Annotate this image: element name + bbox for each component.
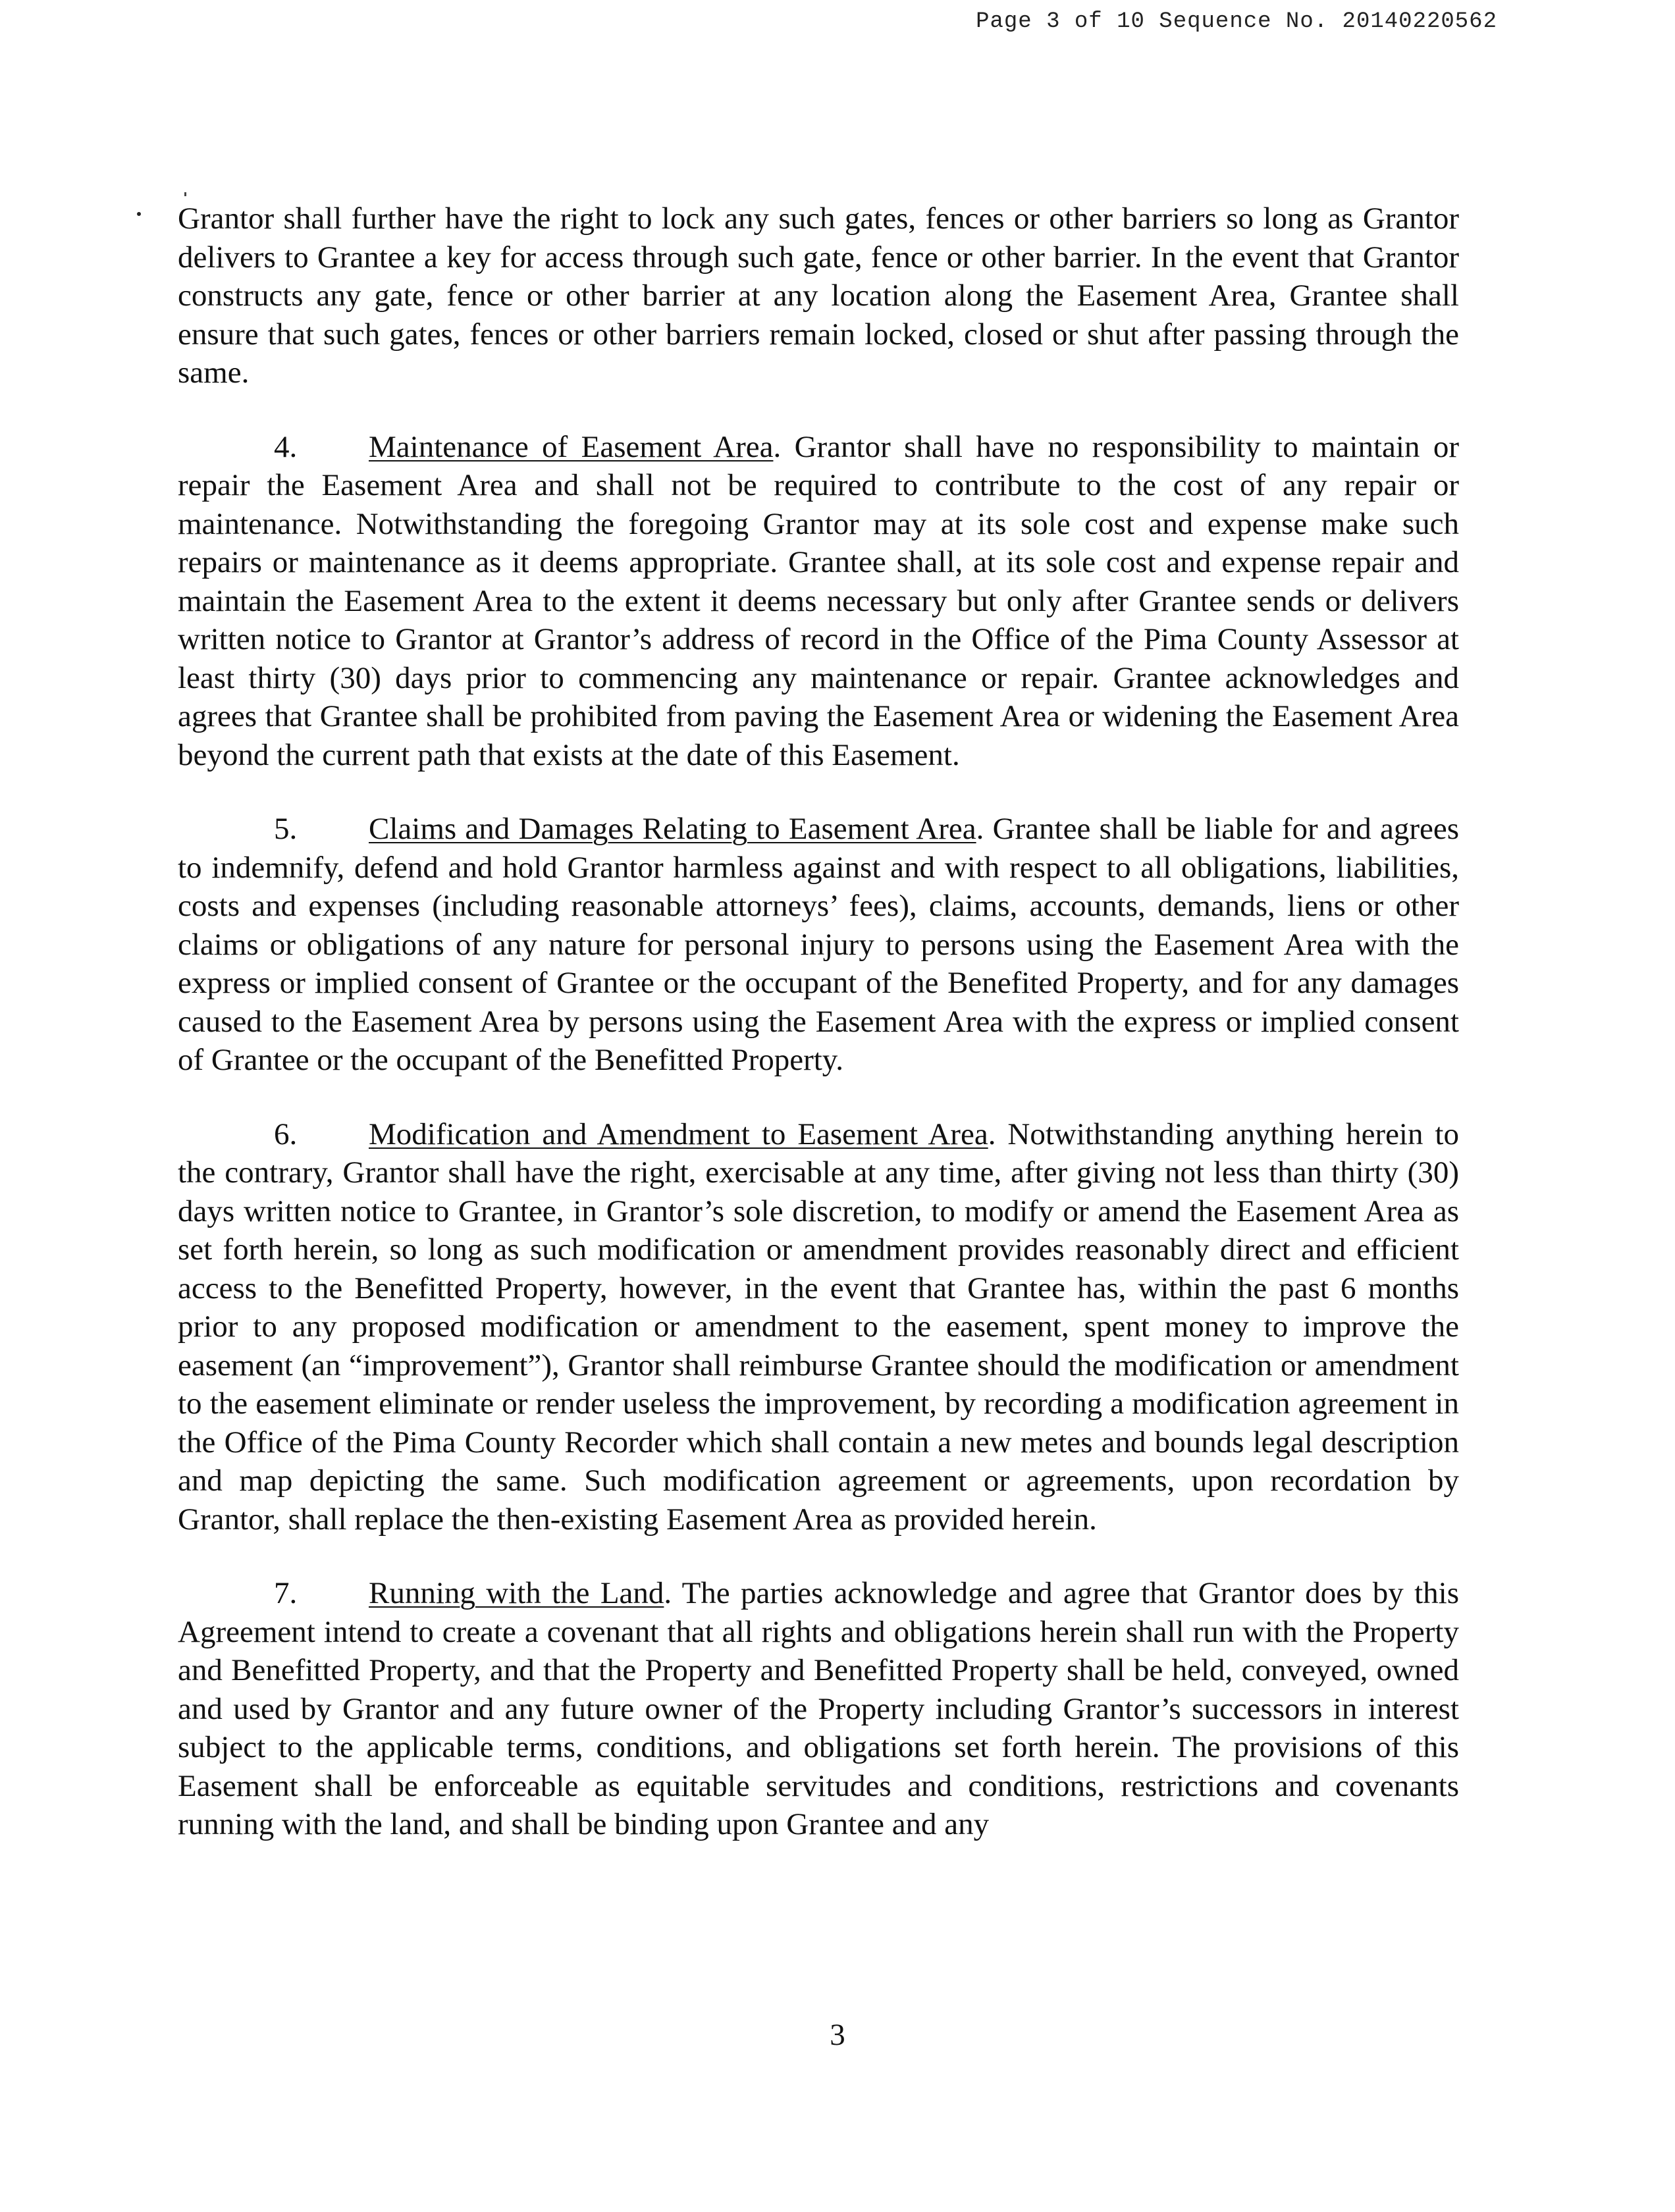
section-7-text: The parties acknowledge and agree that Grantor does by this Agreement intend to create a covenant that all rights and obligations herein shall run with the Property and Benefitted Property, and that the Property and Benefitted Property shall be held, conveyed, owned and used by Grantor and any future owner of the Property including Grantor’s successors in interest subject to the applicable terms, conditions, and obligations set forth herein. The provisions of this Easement shall be enforceable as equitable servitudes and conditions, restrictions and covenants running with the land, and shall be binding upon Grantee and any (178, 1576, 1459, 1841)
section-5-number: 5. (274, 812, 298, 846)
scan-speck-mark (184, 192, 186, 196)
section-4-text: Grantor shall have no responsibility to maintain or repair the Easement Area and shall not be required to contribute to the cost of any repair or maintenance. Notwithstanding the foregoing Grantor may at its sole cost and expense make such repairs or maintenance as it deems appropriate. Grantee shall, at its sole cost and expense repair and maintain the Easement Area to the extent it deems necessary but only after Grantee sends or delivers written notice to Grantor at Grantor’s address of record in the Office of the Pima County Assessor at least thirty (30) days prior to commencing any maintenance or repair. Grantee acknowledges and agrees that Grantee shall be prohibited from paving the Easement Area or widening the Easement Area beyond the current path that exists at the date of this Easement. (178, 429, 1459, 772)
continuation-paragraph: Grantor shall further have the right to lock any such gates, fences or other barriers so long as Grantor delivers to Grantee a key for access through such gate, fence or other barrier. In the event that Grantor constructs any gate, fence or other barrier at any location along the Easement Area, Grantee shall ensure that such gates, fences or other barriers remain locked, closed or shut after passing through the same. (178, 201, 1459, 390)
section-7: 7. Running with the Land. The parties acknowledge and agree that Grantor does by this Agreement intend to create a covenant that all rights and obligations herein shall run with the Property and Benefitted Property, and that the Property and Benefitted Property shall be held, conveyed, owned and used by Grantor and any future owner of the Property including Grantor’s successors in interest subject to the applicable terms, conditions, and obligations set forth herein. The provisions of this Easement shall be enforceable as equitable servitudes and conditions, restrictions and covenants running with the land, and shall be binding upon Grantee and any (178, 1574, 1459, 1844)
section-4: 4. Maintenance of Easement Area. Grantor shall have no responsibility to maintain or repair the Easement Area and shall not be required to contribute to the cost of any repair or maintenance. Notwithstanding the foregoing Grantor may at its sole cost and expense make such repairs or maintenance as it deems appropriate. Grantee shall, at its sole cost and expense repair and maintain the Easement Area to the extent it deems necessary but only after Grantee sends or delivers written notice to Grantor at Grantor’s address of record in the Office of the Pima County Assessor at least thirty (30) days prior to commencing any maintenance or repair. Grantee acknowledges and agrees that Grantee shall be prohibited from paving the Easement Area or widening the Easement Area beyond the current path that exists at the date of this Easement. (178, 428, 1459, 775)
section-6-number: 6. (274, 1117, 298, 1151)
document-body (178, 199, 1459, 1880)
page-header-sequence: Page 3 of 10 Sequence No. 20140220562 (976, 9, 1497, 34)
section-6-heading: Modification and Amendment to Easement Area (369, 1117, 988, 1151)
section-5-text: Grantee shall be liable for and agrees to indemnify, defend and hold Grantor harmless against and with respect to all obligations, liabilities, costs and expenses (including reasonable attorneys’ fees), claims, accounts, demands, liens or other claims or obligations of any nature for personal injury to persons using the Easement Area with the express or implied consent of Grantee or the occupant of the Benefited Property, and for any damages caused to the Easement Area by persons using the Easement Area with the express or implied consent of Grantee or the occupant of the Benefitted Property. (178, 812, 1459, 1077)
section-5: 5. Claims and Damages Relating to Easement Area. Grantee shall be liable for and agrees to indemnify, defend and hold Grantor harmless against and with respect to all obligations, liabilities, costs and expenses (including reasonable attorneys’ fees), claims, accounts, demands, liens or other claims or obligations of any nature for personal injury to persons using the Easement Area with the express or implied consent of Grantee or the occupant of the Benefited Property, and for any damages caused to the Easement Area by persons using the Easement Area with the express or implied consent of Grantee or the occupant of the Benefitted Property. (178, 810, 1459, 1080)
section-7-heading: Running with the Land (369, 1576, 664, 1610)
section-4-heading: Maintenance of Easement Area (369, 429, 774, 464)
section-7-number: 7. (274, 1576, 298, 1610)
section-4-number: 4. (274, 429, 298, 464)
scan-bullet-mark (137, 212, 141, 216)
section-5-heading: Claims and Damages Relating to Easement Area (369, 812, 976, 846)
section-6-text: Notwithstanding anything herein to the contrary, Grantor shall have the right, exercisable at any time, after giving not less than thirty (30) days written notice to Grantee, in Grantor’s sole discretion, to modify or amend the Easement Area as set forth herein, so long as such modification or amendment provides reasonably direct and efficient access to the Benefitted Property, however, in the event that Grantee has, within the past 6 months prior to any proposed modification or amendment to the easement, spent money to improve the easement (an “improvement”), Grantor shall reimburse Grantee should the modification or amendment to the easement eliminate or render useless the improvement, by recording a modification agreement in the Office of the Pima County Recorder which shall contain a new metes and bounds legal description and map depicting the same. Such modification agreement or agreements, upon recordation by Grantor, shall replace the then-existing Easement Area as provided herein. (178, 1117, 1459, 1537)
section-6: 6. Modification and Amendment to Easement Area. Notwithstanding anything herein to the contrary, Grantor shall have the right, exercisable at any time, after giving not less than thirty (30) days written notice to Grantee, in Grantor’s sole discretion, to modify or amend the Easement Area as set forth herein, so long as such modification or amendment provides reasonably direct and efficient access to the Benefitted Property, however, in the event that Grantee has, within the past 6 months prior to any proposed modification or amendment to the easement, spent money to improve the easement (an “improvement”), Grantor shall reimburse Grantee should the modification or amendment to the easement eliminate or render useless the improvement, by recording a modification agreement in the Office of the Pima County Recorder which shall contain a new metes and bounds legal description and map depicting the same. Such modification agreement or agreements, upon recordation by Grantor, shall replace the then-existing Easement Area as provided herein. (178, 1115, 1459, 1539)
page-number: 3 (830, 2018, 845, 2052)
